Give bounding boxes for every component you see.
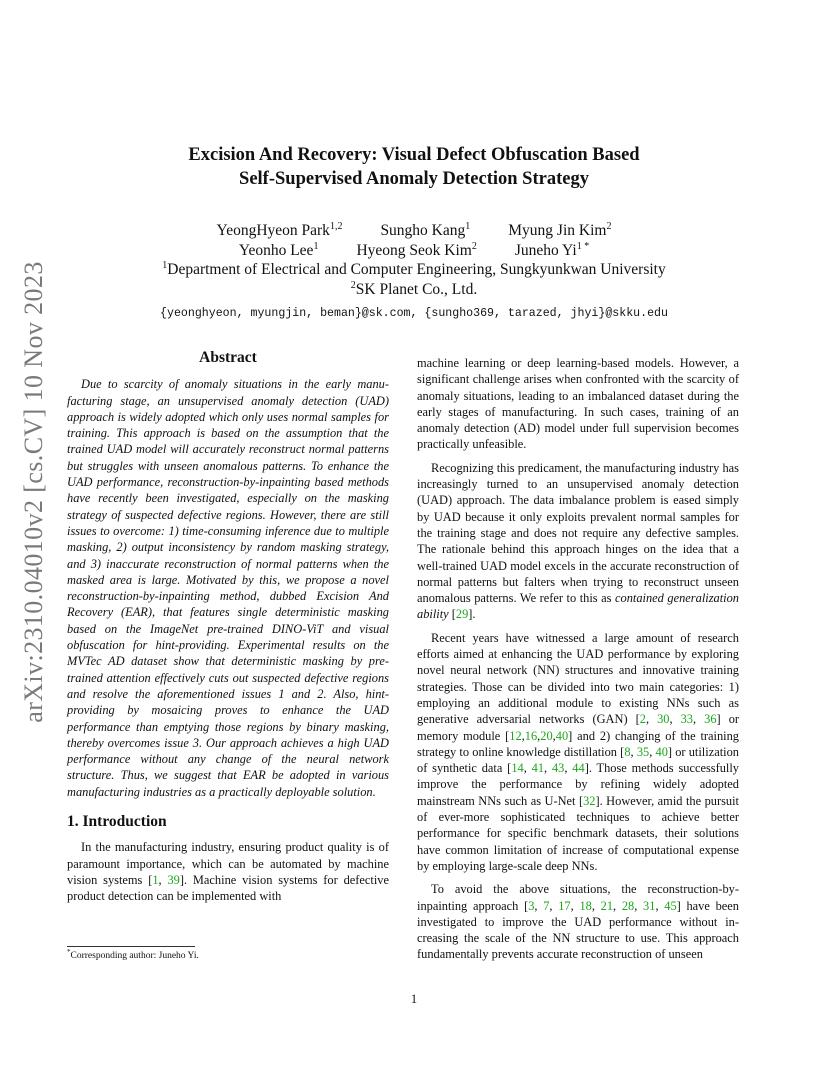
author-row-1 — [95, 221, 733, 241]
citation-link[interactable]: 35 — [636, 744, 650, 759]
author-affiliation-mark: 1 — [313, 240, 319, 252]
abstract-heading: Abstract — [199, 349, 257, 366]
paper-title — [95, 143, 733, 191]
right-column — [417, 355, 739, 963]
citation-link[interactable]: 7 — [543, 898, 550, 913]
footnote-text: Corresponding author: Juneho Yi. — [70, 951, 199, 961]
citation-link[interactable]: 40 — [655, 744, 668, 759]
author-name: Sungho Kang — [380, 222, 466, 239]
author-affiliation-mark: 1,2 — [329, 221, 343, 232]
abstract-text: Due to scarcity of anomaly situations in the early manufacturing stage, an unsupervised anomaly detection (UAD) approach is widely adopted which only uses normal samples for training. This approach is based on the assumption that the trained UAD model will accurately reconstruct normal patterns but struggles with unseen anomalous patterns. To enhance the UAD performance, reconstruction-by-inpainting based methods have recently been investigated, especially on the masking strategy of suspected defective regions. However, there are still issues to overcome: 1) time-consuming inference due to multiple masking, 2) output inconsistency by random masking strategy, and 3) inaccurate reconstruction of normal patterns when the masked area is large. Motivated by this, we propose a novel reconstruction-by-inpainting method, dubbed Excision And Recovery (EAR), that features single deterministic masking based on the ImageNet pre-trained DINO-ViT and visual obfuscation for hint-providing. Experimental results on the MVTec AD dataset show that deterministic masking by pre-trained attention effectively cuts out suspected defective regions and resolve the aforementioned issues 1 and 2. Also, hint-providing by mosaicing proves to enhance the UAD performance than emptying those regions by binary masking, thereby overcomes issue 3. Our approach achieves a high UAD performance without any change of the neural network structure. Thus, we suggest that EAR be adopted in various manufacturing industries as a practically deployable solution. — [67, 377, 389, 799]
citation-link[interactable]: 12 — [509, 728, 522, 743]
citation-link[interactable]: 1 — [152, 872, 159, 887]
introduction-heading: 1. Introduction — [67, 813, 167, 831]
citation-link[interactable]: 14 — [511, 761, 524, 776]
citation-link[interactable]: 43 — [551, 761, 565, 776]
citation-link[interactable]: 16 — [524, 728, 538, 743]
title-line-1: Excision And Recovery: Visual Defect Obfuscation Based — [188, 145, 640, 165]
author-name: Myung Jin Kim — [508, 222, 607, 239]
citation-link[interactable]: 36 — [704, 712, 717, 727]
citation-link[interactable]: 31 — [643, 898, 656, 913]
arxiv-identifier-text: arXiv:2310.04010v2 [cs.CV] 10 Nov 2023 — [19, 261, 48, 723]
intro-paragraph-3: Recent years have witnessed a large amount of research efforts aimed at enhancing the UAD performance by exploring novel neural network (NN) structures and innovative training strategies. Those can be divided into two main categories: 1) employing an additional module to existing NNs such as generative adversarial networks (GAN) [2, 30, 33, 36] or memory module [12,16,20,40] and 2) changing of the training strategy to online knowledge distillation [8, 35, 40] or utilization of synthetic data [14, 41, 43, 44]. Those methods successfully improve the performance by refining widely adopted mainstream NNs such as U-Net [32]. However, amid the pursuit of ever-more sophisticated techniques to achieve better performance for specific benchmark datasets, their solutions have common limitation of increase of computational expense by employing large-scale deep NNs. — [417, 630, 740, 873]
citation-link[interactable]: 33 — [680, 712, 693, 727]
affiliation-2 — [95, 280, 733, 300]
left-column — [67, 350, 389, 905]
author-affiliation-mark: 2 — [606, 221, 612, 232]
author-block — [95, 221, 733, 324]
author-name: Juneho Yi — [514, 241, 577, 259]
footnote-divider — [67, 946, 195, 947]
author-row-2 — [95, 241, 733, 261]
citation-link[interactable]: 20 — [540, 728, 553, 743]
affiliation-1 — [95, 260, 733, 280]
title-line-2: Self-Supervised Anomaly Detection Strategy — [239, 169, 589, 189]
citation-link[interactable]: 40 — [555, 728, 569, 743]
citation-link[interactable]: 30 — [657, 712, 670, 727]
affiliation-mark: 1 — [162, 260, 168, 271]
intro-paragraph-1-continued: machine learning or deep learning-based models. However, a significant challenge arises when confronted with the scarcity of anomaly situations, leading to an imbalanced dataset during the early stages of manufacturing. In such cases, training of an anomaly detection (AD) model under full supervision becomes practically unfeasible. — [417, 356, 739, 452]
citation-link[interactable]: 21 — [600, 898, 614, 913]
author-name: Yeonho Lee — [238, 241, 314, 259]
footnote-mark: * — [67, 948, 71, 956]
citation-link[interactable]: 41 — [531, 761, 545, 776]
intro-paragraph-1: In the manufacturing industry, ensuring product quality is of paramount importance, which can be automated by machine vision systems [1, 39]. Machine vision systems for defective product detection can be implemented with — [67, 840, 389, 904]
citation-link[interactable]: 45 — [664, 898, 677, 913]
citation-link[interactable]: 8 — [624, 744, 631, 759]
citation-link[interactable]: 39 — [167, 872, 180, 887]
author-name: Hyeong Seok Kim — [356, 241, 472, 259]
intro-paragraph-2: Recognizing this predicament, the manufacturing industry has increasingly turned to an unsupervised anomaly detection (UAD) approach. The data imbalance problem is eased simply by UAD because it only exploits prevalent normal samples for the training stage and does not require any defective samples. The rationale behind this approach hinges on the idea that a well-trained UAD model excels in the accurate reconstruction of normal patterns but falters when trying to reconstruct unseen anomalous patterns. We refer to this as contained generalization ability [29]. — [417, 460, 740, 622]
footnote — [67, 948, 199, 961]
author-affiliation-mark: 1 — [465, 221, 471, 232]
citation-link[interactable]: 18 — [579, 898, 592, 913]
intro-paragraph-4: To avoid the above situations, the reconstruction-by-inpainting approach [3, 7, 17, 18, 21, 28, 31, 45] have been investigated to improve the UAD performance without increasing the scale of the NN structure to use. This approach fundamentally prevents accurate reconstruction of unseen — [417, 882, 739, 962]
citation-link[interactable]: 29 — [455, 607, 469, 622]
author-name: YeongHyeon Park — [216, 222, 330, 239]
affiliation-text: SK Planet Co., Ltd. — [355, 280, 478, 298]
emphasis-term: contained generalization ability — [417, 591, 740, 622]
arxiv-identifier — [18, 261, 50, 723]
citation-link[interactable]: 17 — [558, 898, 571, 913]
page-number: 1 — [410, 992, 418, 1006]
citation-link[interactable]: 2 — [639, 712, 646, 727]
author-affiliation-mark: 2 — [471, 240, 477, 252]
affiliation-mark: 2 — [350, 279, 356, 291]
citation-link[interactable]: 3 — [528, 898, 535, 913]
paper-header — [95, 143, 733, 324]
citation-link[interactable]: 32 — [583, 793, 596, 808]
citation-link[interactable]: 44 — [572, 761, 585, 776]
author-affiliation-mark: 1 * — [576, 240, 590, 252]
citation-link[interactable]: 28 — [621, 898, 635, 913]
author-emails: {yeonghyeon, myungjin, beman}@sk.com, {sungho369, tarazed, jhyi}@skku.edu — [160, 307, 668, 320]
affiliation-text: Department of Electrical and Computer Engineering, Sungkyunkwan University — [167, 261, 666, 278]
